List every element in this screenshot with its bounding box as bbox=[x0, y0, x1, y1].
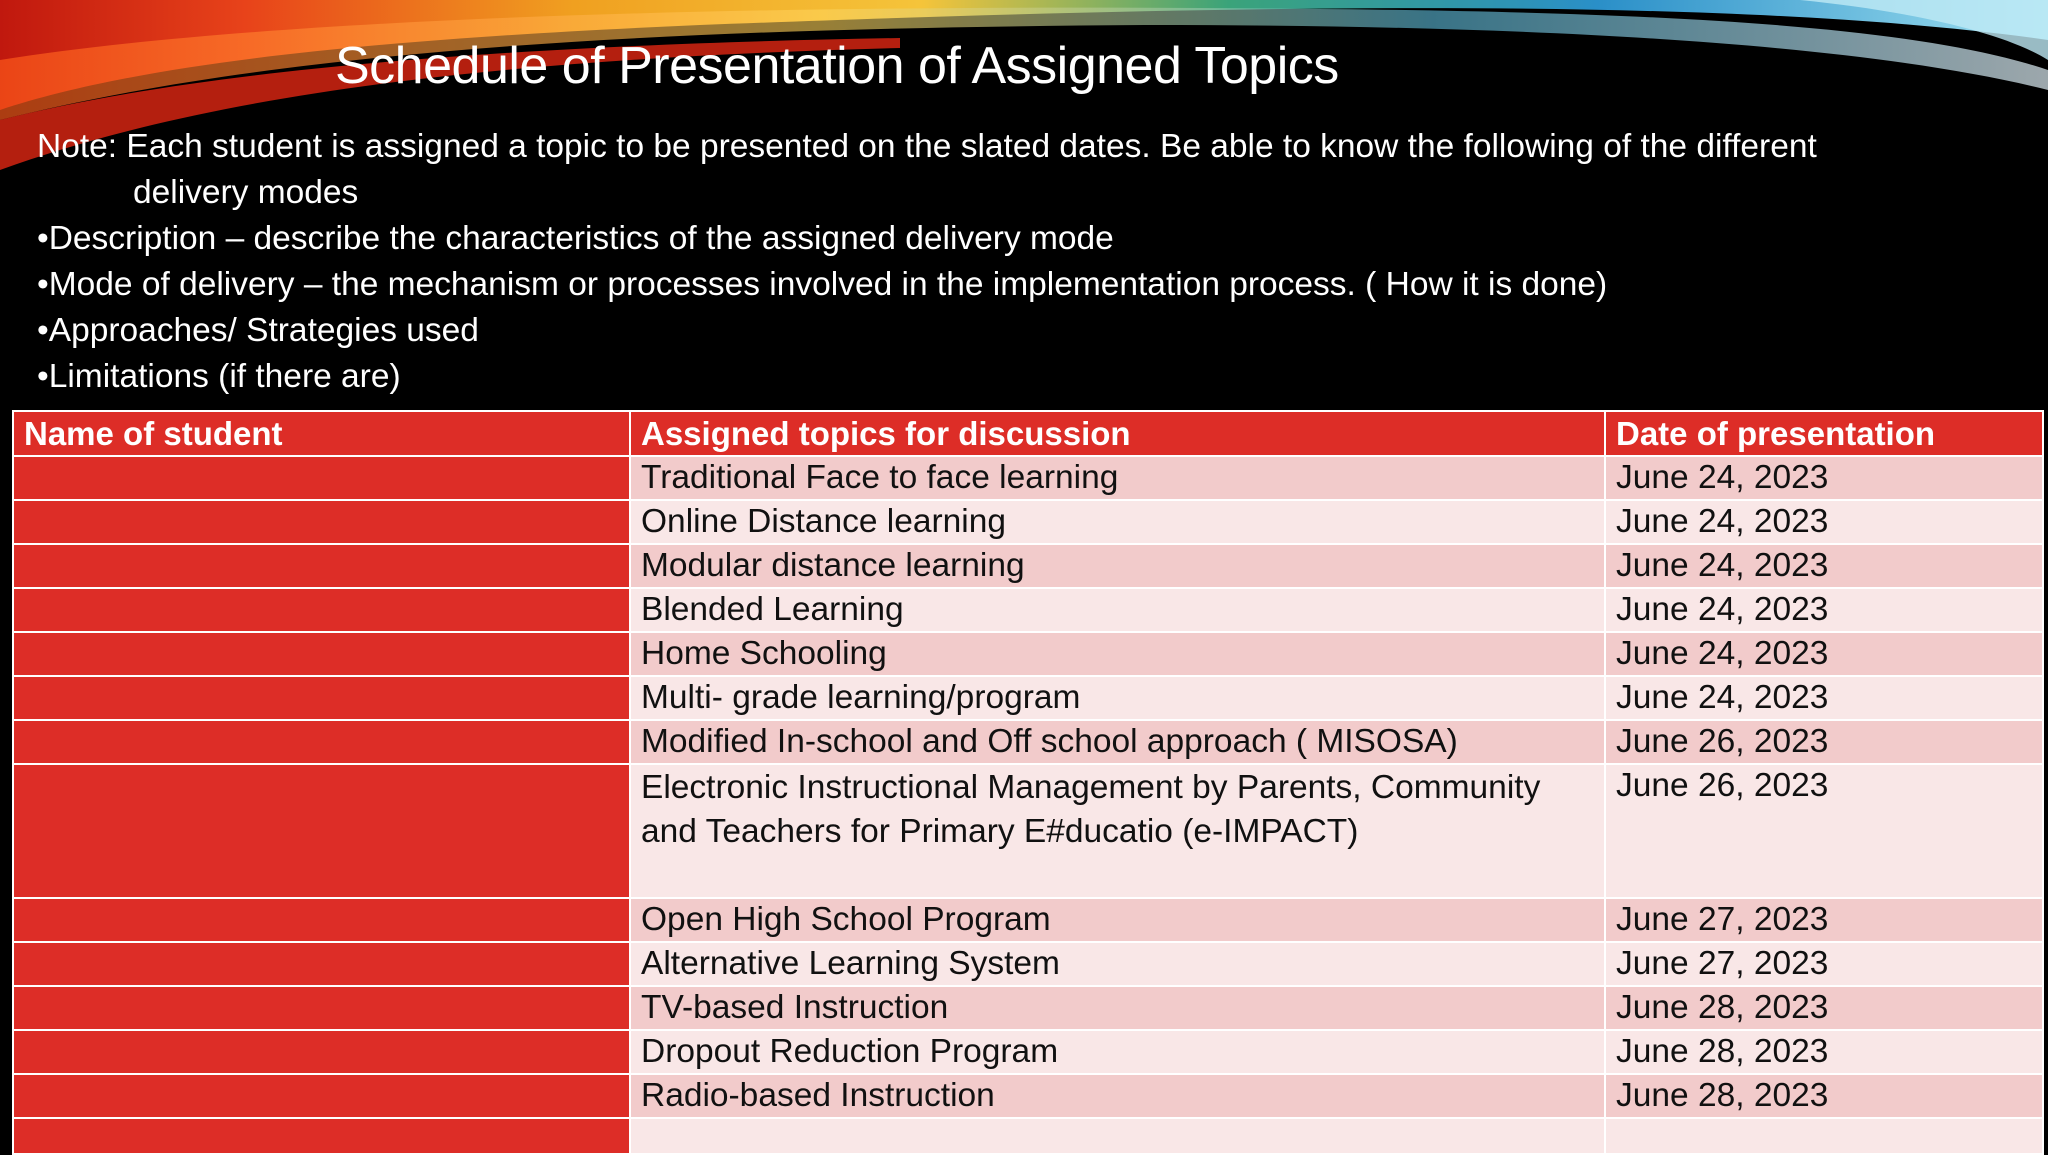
student-name-cell bbox=[13, 1030, 630, 1074]
topic-cell: TV-based Instruction bbox=[630, 986, 1605, 1030]
table-row bbox=[13, 942, 2043, 986]
topic-cell: Modified In-school and Off school approach ( MISOSA) bbox=[630, 720, 1605, 764]
table-row bbox=[13, 986, 2043, 1030]
date-cell: June 24, 2023 bbox=[1605, 588, 2043, 632]
date-cell: June 27, 2023 bbox=[1605, 942, 2043, 986]
student-name-cell bbox=[13, 588, 630, 632]
header-date-of-presentation: Date of presentation bbox=[1605, 411, 2043, 456]
topic-cell: Radio-based Instruction bbox=[630, 1074, 1605, 1118]
bullet-description: •Description – describe the characteristics of the assigned delivery mode bbox=[37, 220, 1114, 257]
student-name-cell bbox=[13, 456, 630, 500]
header-assigned-topics: Assigned topics for discussion bbox=[630, 411, 1605, 456]
date-cell: June 26, 2023 bbox=[1605, 720, 2043, 764]
table-row bbox=[13, 588, 2043, 632]
topic-cell: Online Distance learning bbox=[630, 500, 1605, 544]
bullet-approaches: •Approaches/ Strategies used bbox=[37, 312, 479, 349]
student-name-cell bbox=[13, 720, 630, 764]
student-name-cell bbox=[13, 1074, 630, 1118]
table-row bbox=[13, 898, 2043, 942]
note-line-1: Note: Each student is assigned a topic to be presented on the slated dates. Be able to know the following of the different bbox=[37, 128, 1817, 165]
table-row bbox=[13, 676, 2043, 720]
bullet-limitations: •Limitations (if there are) bbox=[37, 358, 401, 395]
header-name-of-student: Name of student bbox=[13, 411, 630, 456]
student-name-cell bbox=[13, 942, 630, 986]
date-cell: June 24, 2023 bbox=[1605, 500, 2043, 544]
date-cell: June 28, 2023 bbox=[1605, 986, 2043, 1030]
date-cell: June 24, 2023 bbox=[1605, 676, 2043, 720]
schedule-table bbox=[12, 410, 2044, 1155]
topic-cell bbox=[630, 1118, 1605, 1154]
date-cell: June 24, 2023 bbox=[1605, 456, 2043, 500]
student-name-cell bbox=[13, 764, 630, 898]
student-name-cell bbox=[13, 544, 630, 588]
student-name-cell bbox=[13, 676, 630, 720]
slide-title: Schedule of Presentation of Assigned Topics bbox=[335, 37, 1339, 95]
table-row bbox=[13, 500, 2043, 544]
topic-cell: Traditional Face to face learning bbox=[630, 456, 1605, 500]
table-row bbox=[13, 456, 2043, 500]
student-name-cell bbox=[13, 500, 630, 544]
table-row bbox=[13, 1030, 2043, 1074]
date-cell: June 24, 2023 bbox=[1605, 632, 2043, 676]
topic-cell: Home Schooling bbox=[630, 632, 1605, 676]
date-cell: June 28, 2023 bbox=[1605, 1030, 2043, 1074]
table-row bbox=[13, 1074, 2043, 1118]
topic-cell: Alternative Learning System bbox=[630, 942, 1605, 986]
bullet-mode-of-delivery: •Mode of delivery – the mechanism or processes involved in the implementation process. ( How it is done) bbox=[37, 266, 1608, 303]
table-row bbox=[13, 1118, 2043, 1154]
table-row bbox=[13, 544, 2043, 588]
student-name-cell bbox=[13, 986, 630, 1030]
topic-cell: Multi- grade learning/program bbox=[630, 676, 1605, 720]
topic-cell: Dropout Reduction Program bbox=[630, 1030, 1605, 1074]
student-name-cell bbox=[13, 1118, 630, 1154]
topic-cell: Modular distance learning bbox=[630, 544, 1605, 588]
date-cell: June 26, 2023 bbox=[1605, 764, 2043, 898]
date-cell: June 24, 2023 bbox=[1605, 544, 2043, 588]
student-name-cell bbox=[13, 898, 630, 942]
note-section bbox=[37, 124, 2027, 400]
topic-cell: Open High School Program bbox=[630, 898, 1605, 942]
table-row bbox=[13, 764, 2043, 898]
date-cell: June 28, 2023 bbox=[1605, 1074, 2043, 1118]
table-header-row bbox=[13, 411, 2043, 456]
topic-cell: Electronic Instructional Management by Parents, Community and Teachers for Primary E#ducatio (e-IMPACT) bbox=[630, 764, 1605, 898]
student-name-cell bbox=[13, 632, 630, 676]
date-cell bbox=[1605, 1118, 2043, 1154]
note-line-2: delivery modes bbox=[133, 174, 359, 211]
table-row bbox=[13, 632, 2043, 676]
date-cell: June 27, 2023 bbox=[1605, 898, 2043, 942]
table-row bbox=[13, 720, 2043, 764]
topic-cell: Blended Learning bbox=[630, 588, 1605, 632]
